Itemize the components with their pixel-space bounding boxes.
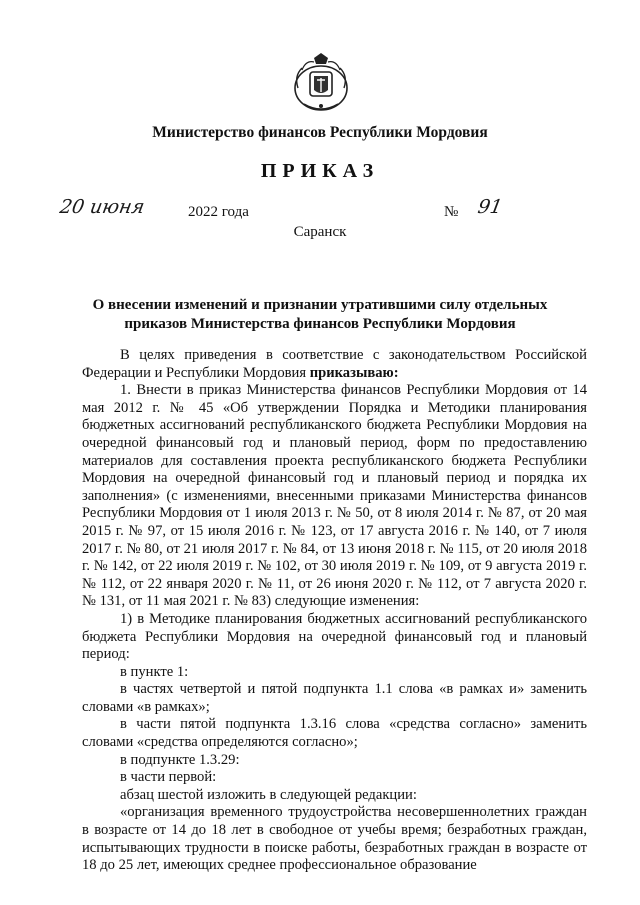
document-type: ПРИКАЗ [260,160,380,182]
ministry-name: Министерство финансов Республики Мордовия [152,124,488,141]
paragraph-chasti-5: в части пятой подпункта 1.3.16 слова «средства согласно» заменить словами «средства определяются согласно»; [82,716,587,751]
subitem-1: 1) в Методике планирования бюджетных ассигнований республиканского бюджета Республики Мордовия на очередной финансовый год и плановый период: [82,610,587,663]
coat-of-arms-icon [290,52,352,114]
paragraph-chasti: в частях четвертой и пятой подпункта 1.1 слова «в рамках и» заменить словами «в рамках»; [82,681,587,715]
intro-bold: приказываю: [309,364,399,381]
paragraph-punkt-1: в пункте 1: [120,663,189,680]
paragraph-pervoy: в части первой: [120,769,217,786]
date-year: 2022 года [188,204,249,220]
item-1: 1. Внести в приказ Министерства финансов Республики Мордовия от 14 мая 2012 г. № 45 «Об утверждении Порядка и Методики планирования бюджетных ассигнований республиканского бюджета Республики Мордовия на очередной финансовый год и плановый период, форм по предоставлению материалов для составления проекта республиканского бюджета Республики Мордовия на очередной финансовый год и плановый период и порядка их заполнения» (с изменениями, внесенными приказами Министерства финансов Республики Мордовия от 1 июля 2013 г. № 50, от 8 июля 2014 г. № 87, от 20 мая 2015 г. № 97, от 15 июля 2016 г. № 123, от 17 августа 2016 г. № 140, от 7 июля 2017 г. № 80, от 21 июля 2017 г. № 84, от 13 июня 2018 г. № 115, от 20 июля 2018 г. № 142, от 22 июля 2019 г. № 102, от 30 июля 2019 г. № 109, от 9 августа 2019 г. № 112, от 22 января 2020 г. № 11, от 26 июня 2020 г. № 112, от 7 августа 2020 г. № 131, от 11 мая 2021 г. № 83) следующие изменения: [82,382,587,610]
city: Саранск [293,224,347,240]
number-label: № [444,204,459,220]
intro-text: В целях приведения в соответствие с законодательством Российской Федерации и Республики Мордовия [82,347,587,381]
paragraph-quote: «организация временного трудоустройства несовершеннолетних граждан в возрасте от 14 до 18 лет в свободное от учебы время; безработных граждан, испытывающих трудности в поиске работы, безработных граждан в возрасте от 18 до 25 лет, имеющих среднее профессиональное образование [82,804,587,874]
handwritten-number: 91 [476,196,505,218]
handwritten-date: 20 июня [58,196,147,218]
document-title: О внесении изменений и признании утратившими силу отдельных приказов Министерства финансов Республики Мордовия [92,297,548,332]
paragraph-podpunkt: в подпункте 1.3.29: [120,751,240,768]
paragraph-abzac: абзац шестой изложить в следующей редакции: [120,786,417,803]
document-body [82,347,587,875]
intro-paragraph [82,347,587,382]
